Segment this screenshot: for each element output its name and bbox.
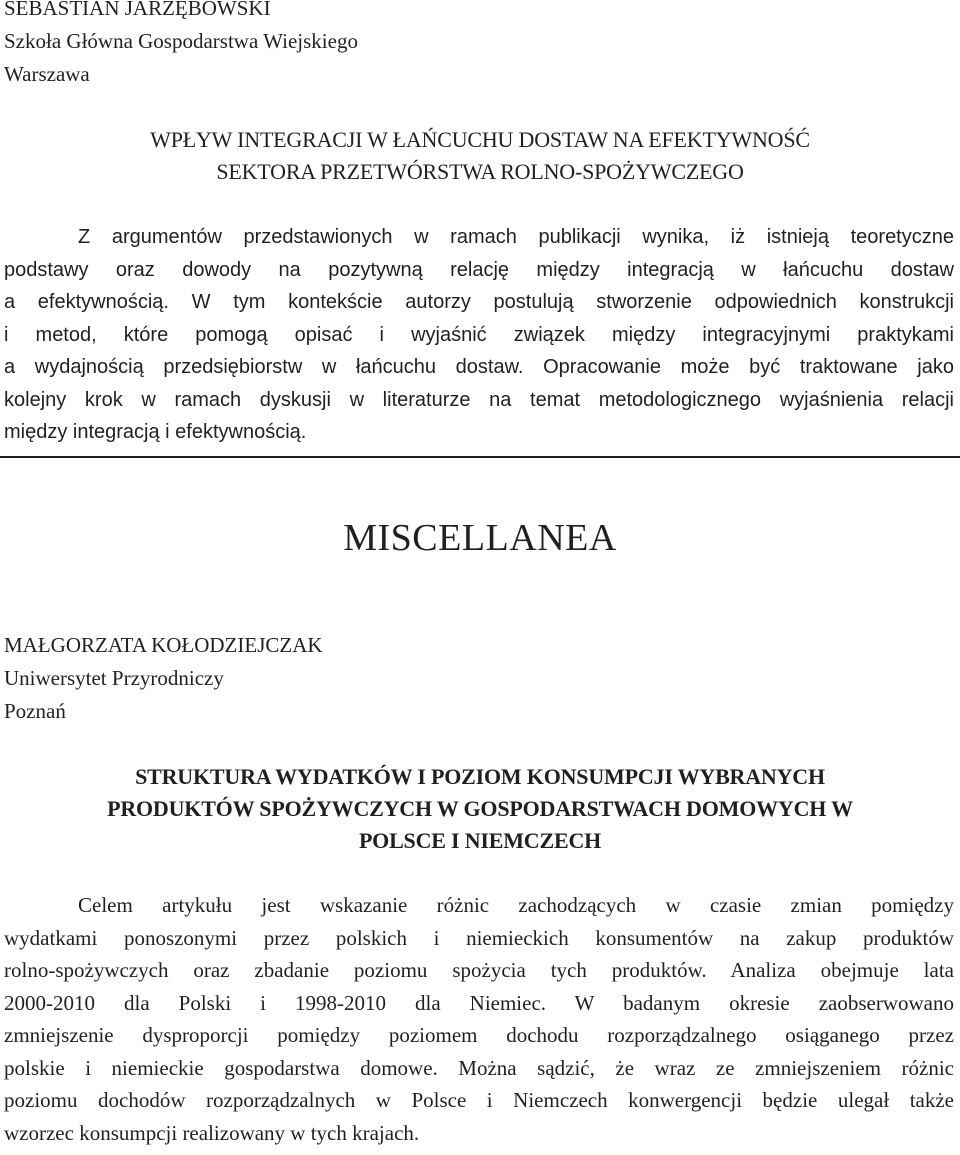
article2-author-block [4, 629, 323, 728]
abstract-line: między integracją i efektywnością. [4, 421, 307, 443]
article2-city: Poznań [4, 699, 66, 723]
abstract-line: poziomu dochodów rozporządzalnych w Polsce i Niemczech konwergencji będzie ulegał także [4, 1088, 954, 1112]
article1-title [0, 124, 960, 188]
abstract-line: Celem artykułu jest wskazanie różnic zachodzących w czasie zmian pomiędzy [78, 893, 954, 917]
article2-title-line: POLSCE I NIEMCZECH [358, 828, 602, 853]
abstract-line: Z argumentów przedstawionych w ramach publikacji wynika, iż istnieją teoretyczne [78, 226, 954, 248]
article1-title-line: WPŁYW INTEGRACJI W ŁAŃCUCHU DOSTAW NA EFEKTYWNOŚĆ [150, 127, 810, 152]
article2-author-name: MAŁGORZATA KOŁODZIEJCZAK [4, 633, 323, 657]
article1-abstract [4, 221, 954, 449]
abstract-line: 2000-2010 dla Polski i 1998-2010 dla Niemiec. W badanym okresie zaobserwowano [4, 990, 954, 1015]
section-heading: MISCELLANEA [343, 517, 617, 559]
article1-city: Warszawa [4, 62, 90, 86]
abstract-line: i metod, które pomogą opisać i wyjaśnić związek między integracyjnymi praktykami [4, 323, 954, 346]
abstract-line: a wydajnością przedsiębiorstw w łańcuchu dostaw. Opracowanie może być traktowane jako [4, 356, 954, 378]
article2-title [0, 761, 960, 857]
horizontal-divider [0, 456, 960, 458]
abstract-line: podstawy oraz dowody na pozytywną relację między integracją w łańcuchu dostaw [4, 258, 954, 281]
article1-title-line: SEKTORA PRZETWÓRSTWA ROLNO-SPOŻYWCZEGO [216, 159, 744, 184]
abstract-line: wzorzec konsumpcji realizowany w tych krajach. [4, 1120, 420, 1145]
article2-abstract [4, 889, 954, 1149]
abstract-line: polskie i niemieckie gospodarstwa domowe. Można sądzić, że wraz ze zmniejszeniem różnic [4, 1055, 954, 1080]
abstract-line: kolejny krok w ramach dyskusji w literaturze na temat metodologicznego wyjaśnienia relacji [4, 388, 954, 411]
article2-title-line: STRUKTURA WYDATKÓW I POZIOM KONSUMPCJI WYBRANYCH [135, 764, 825, 789]
abstract-line: rolno-spożywczych oraz zbadanie poziomu spożycia tych produktów. Analiza obejmuje lata [4, 958, 954, 982]
article1-author-name: SEBASTIAN JARZĘBOWSKI [4, 0, 271, 20]
abstract-line: a efektywnością. W tym kontekście autorzy postulują stworzenie odpowiednich konstrukcji [4, 291, 954, 313]
abstract-line: zmniejszenie dysproporcji pomiędzy poziomem dochodu rozporządzalnego osiąganego przez [4, 1023, 954, 1047]
abstract-line: wydatkami ponoszonymi przez polskich i niemieckich konsumentów na zakup produktów [4, 925, 954, 950]
article2-institution: Uniwersytet Przyrodniczy [4, 666, 224, 690]
article1-author-block [4, 0, 358, 91]
article1-institution: Szkoła Główna Gospodarstwa Wiejskiego [4, 29, 358, 53]
article2-title-line: PRODUKTÓW SPOŻYWCZYCH W GOSPODARSTWACH DOMOWYCH W [107, 796, 853, 821]
